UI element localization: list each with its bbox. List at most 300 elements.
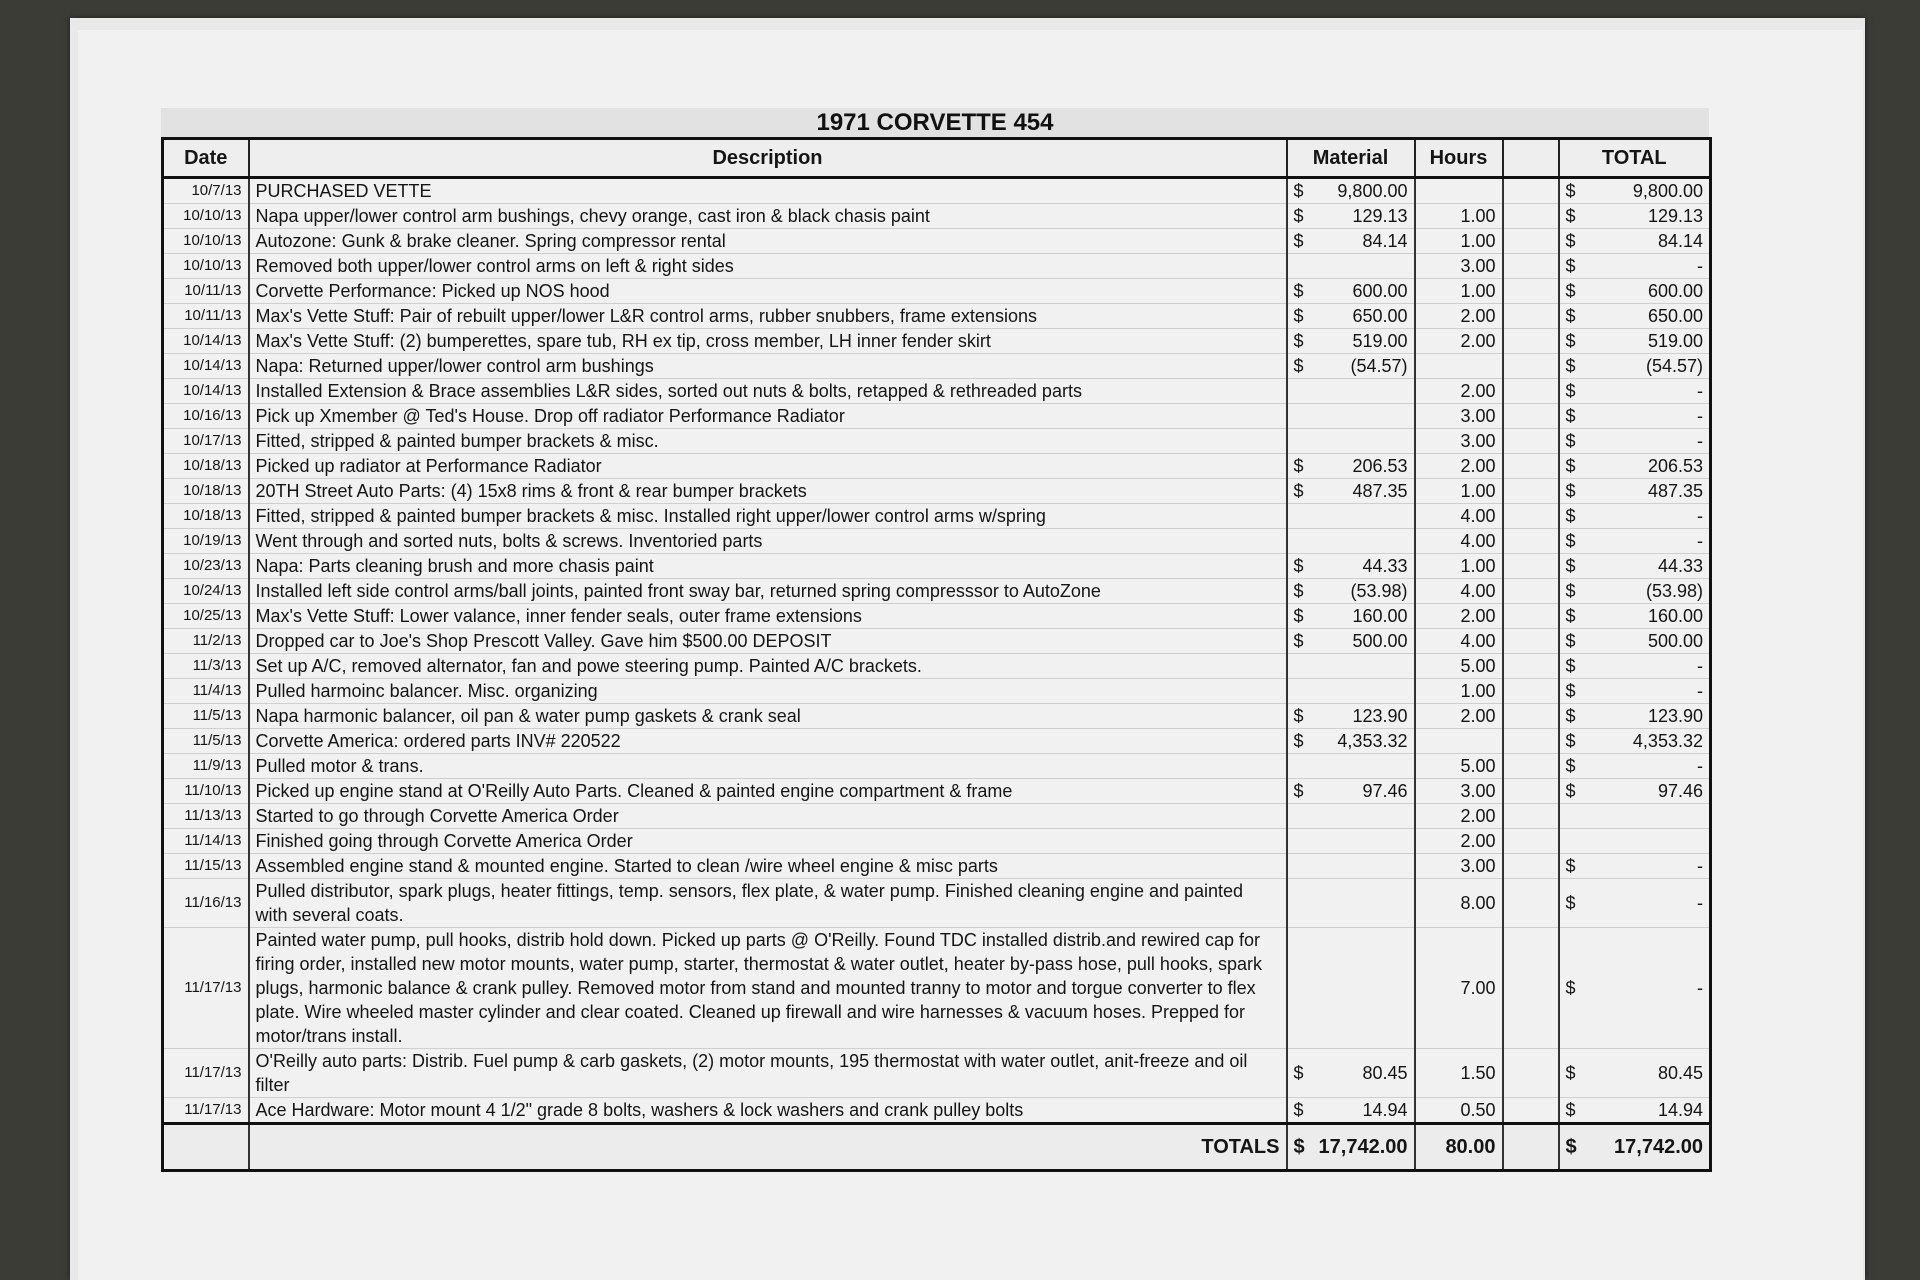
hours-cell: 3.00 bbox=[1415, 779, 1503, 804]
date-cell: 11/5/13 bbox=[163, 729, 249, 754]
total-value-cell: - bbox=[1581, 754, 1711, 779]
material-currency-cell bbox=[1287, 654, 1309, 679]
total-header: TOTAL bbox=[1559, 139, 1711, 178]
total-currency-cell: $ bbox=[1559, 178, 1581, 204]
table-row bbox=[163, 454, 1711, 479]
material-header: Material bbox=[1287, 139, 1415, 178]
blank-cell bbox=[1503, 379, 1559, 404]
blank-cell bbox=[1503, 754, 1559, 779]
table-row bbox=[163, 779, 1711, 804]
description-cell: Removed both upper/lower control arms on left & right sides bbox=[249, 254, 1287, 279]
date-cell: 11/4/13 bbox=[163, 679, 249, 704]
hours-cell: 4.00 bbox=[1415, 579, 1503, 604]
description-cell: Pulled distributor, spark plugs, heater fittings, temp. sensors, flex plate, & water pump. Finished cleaning engine and painted with several coats. bbox=[249, 879, 1287, 928]
date-cell: 10/25/13 bbox=[163, 604, 249, 629]
total-value-cell bbox=[1581, 829, 1711, 854]
table-row bbox=[163, 579, 1711, 604]
material-value-cell bbox=[1309, 529, 1415, 554]
date-cell: 11/9/13 bbox=[163, 754, 249, 779]
date-cell: 10/19/13 bbox=[163, 529, 249, 554]
total-currency-cell: $ bbox=[1559, 1049, 1581, 1098]
total-value-cell: - bbox=[1581, 654, 1711, 679]
material-currency-cell: $ bbox=[1287, 1098, 1309, 1124]
description-cell: Fitted, stripped & painted bumper brackets & misc. Installed right upper/lower control arms w/spring bbox=[249, 504, 1287, 529]
material-currency-cell: $ bbox=[1287, 629, 1309, 654]
blank-cell bbox=[1503, 354, 1559, 379]
description-cell: O'Reilly auto parts: Distrib. Fuel pump & carb gaskets, (2) motor mounts, 195 thermostat with water outlet, anit-freeze and oil filter bbox=[249, 1049, 1287, 1098]
date-cell: 10/7/13 bbox=[163, 178, 249, 204]
date-cell: 11/14/13 bbox=[163, 829, 249, 854]
hours-cell: 8.00 bbox=[1415, 879, 1503, 928]
material-currency-cell bbox=[1287, 804, 1309, 829]
date-cell: 11/16/13 bbox=[163, 879, 249, 928]
total-currency-cell: $ bbox=[1559, 529, 1581, 554]
total-value-cell: 84.14 bbox=[1581, 229, 1711, 254]
material-currency-cell bbox=[1287, 404, 1309, 429]
material-currency-cell: $ bbox=[1287, 579, 1309, 604]
blank-header bbox=[1503, 139, 1559, 178]
material-currency-cell bbox=[1287, 529, 1309, 554]
total-currency-cell: $ bbox=[1559, 554, 1581, 579]
date-cell: 10/24/13 bbox=[163, 579, 249, 604]
material-currency-cell: $ bbox=[1287, 779, 1309, 804]
table-row bbox=[163, 479, 1711, 504]
date-cell: 11/3/13 bbox=[163, 654, 249, 679]
date-cell: 10/16/13 bbox=[163, 404, 249, 429]
total-currency-cell: $ bbox=[1559, 928, 1581, 1049]
hours-cell: 3.00 bbox=[1415, 429, 1503, 454]
blank-cell bbox=[1503, 329, 1559, 354]
date-cell: 11/15/13 bbox=[163, 854, 249, 879]
description-cell: Set up A/C, removed alternator, fan and powe steering pump. Painted A/C brackets. bbox=[249, 654, 1287, 679]
hours-cell: 4.00 bbox=[1415, 504, 1503, 529]
total-currency-cell: $ bbox=[1559, 279, 1581, 304]
hours-cell: 1.00 bbox=[1415, 204, 1503, 229]
material-currency-cell bbox=[1287, 254, 1309, 279]
blank-cell bbox=[1503, 529, 1559, 554]
table-row bbox=[163, 329, 1711, 354]
total-currency-cell: $ bbox=[1559, 454, 1581, 479]
total-value-cell: 14.94 bbox=[1581, 1098, 1711, 1124]
material-currency-cell: $ bbox=[1287, 1049, 1309, 1098]
material-currency-cell: $ bbox=[1287, 304, 1309, 329]
date-cell: 10/18/13 bbox=[163, 454, 249, 479]
hours-cell bbox=[1415, 178, 1503, 204]
hours-cell: 3.00 bbox=[1415, 854, 1503, 879]
total-value-cell: 97.46 bbox=[1581, 779, 1711, 804]
description-cell: Installed left side control arms/ball joints, painted front sway bar, returned spring compresssor to AutoZone bbox=[249, 579, 1287, 604]
total-value-cell: 44.33 bbox=[1581, 554, 1711, 579]
totals-blank-cell bbox=[1503, 1124, 1559, 1171]
date-header: Date bbox=[163, 139, 249, 178]
total-value-cell: 4,353.32 bbox=[1581, 729, 1711, 754]
material-value-cell: 160.00 bbox=[1309, 604, 1415, 629]
hours-cell: 2.00 bbox=[1415, 304, 1503, 329]
total-currency-cell: $ bbox=[1559, 729, 1581, 754]
hours-cell: 2.00 bbox=[1415, 704, 1503, 729]
total-value-cell: 123.90 bbox=[1581, 704, 1711, 729]
date-cell: 11/5/13 bbox=[163, 704, 249, 729]
date-cell: 10/18/13 bbox=[163, 479, 249, 504]
hours-cell: 5.00 bbox=[1415, 754, 1503, 779]
material-value-cell bbox=[1309, 404, 1415, 429]
material-value-cell bbox=[1309, 504, 1415, 529]
material-value-cell: 123.90 bbox=[1309, 704, 1415, 729]
hours-cell: 3.00 bbox=[1415, 254, 1503, 279]
material-value-cell bbox=[1309, 754, 1415, 779]
material-value-cell: 206.53 bbox=[1309, 454, 1415, 479]
total-value-cell: - bbox=[1581, 254, 1711, 279]
blank-cell bbox=[1503, 729, 1559, 754]
date-cell: 10/17/13 bbox=[163, 429, 249, 454]
totals-date-cell bbox=[163, 1124, 249, 1171]
material-value-cell: 9,800.00 bbox=[1309, 178, 1415, 204]
material-currency-cell bbox=[1287, 854, 1309, 879]
material-value-cell bbox=[1309, 654, 1415, 679]
total-currency-cell: $ bbox=[1559, 754, 1581, 779]
table-row bbox=[163, 729, 1711, 754]
description-cell: Ace Hardware: Motor mount 4 1/2" grade 8 bolts, washers & lock washers and crank pulley bolts bbox=[249, 1098, 1287, 1124]
blank-cell bbox=[1503, 879, 1559, 928]
description-cell: 20TH Street Auto Parts: (4) 15x8 rims & front & rear bumper brackets bbox=[249, 479, 1287, 504]
total-currency-cell: $ bbox=[1559, 479, 1581, 504]
total-currency-cell bbox=[1559, 804, 1581, 829]
description-cell: Corvette Performance: Picked up NOS hood bbox=[249, 279, 1287, 304]
material-currency-cell bbox=[1287, 754, 1309, 779]
total-value-cell: 9,800.00 bbox=[1581, 178, 1711, 204]
total-currency-cell bbox=[1559, 829, 1581, 854]
hours-cell: 2.00 bbox=[1415, 454, 1503, 479]
date-cell: 11/17/13 bbox=[163, 1049, 249, 1098]
hours-cell: 3.00 bbox=[1415, 404, 1503, 429]
blank-cell bbox=[1503, 854, 1559, 879]
table-row bbox=[163, 1098, 1711, 1124]
description-cell: Painted water pump, pull hooks, distrib hold down. Picked up parts @ O'Reilly. Found TDC installed distrib.and rewired cap for firing order, installed new motor mounts, water pump, starter, thermostat & water outlet, heater by-pass hose, pull hooks, spark plugs, harmonic balance & crank pulley. Removed motor from stand and mounted tranny to motor and torgue converter to flex plate. Wire wheeled master cylinder and clear coated. Cleaned up firewall and wire harnesses & vacuum hoses. Prepped for motor/trans install. bbox=[249, 928, 1287, 1049]
blank-cell bbox=[1503, 204, 1559, 229]
material-value-cell: 519.00 bbox=[1309, 329, 1415, 354]
material-value-cell: 487.35 bbox=[1309, 479, 1415, 504]
material-currency-cell: $ bbox=[1287, 454, 1309, 479]
table-row bbox=[163, 629, 1711, 654]
material-value-cell bbox=[1309, 829, 1415, 854]
blank-cell bbox=[1503, 404, 1559, 429]
table-row bbox=[163, 604, 1711, 629]
blank-cell bbox=[1503, 579, 1559, 604]
material-currency-cell: $ bbox=[1287, 354, 1309, 379]
material-currency-cell: $ bbox=[1287, 279, 1309, 304]
material-currency-cell bbox=[1287, 379, 1309, 404]
table-row bbox=[163, 704, 1711, 729]
total-currency-cell: $ bbox=[1559, 629, 1581, 654]
table-row bbox=[163, 654, 1711, 679]
material-currency-cell bbox=[1287, 928, 1309, 1049]
material-currency-cell: $ bbox=[1287, 229, 1309, 254]
material-value-cell bbox=[1309, 379, 1415, 404]
table-row bbox=[163, 204, 1711, 229]
material-value-cell: 500.00 bbox=[1309, 629, 1415, 654]
total-value-cell: 500.00 bbox=[1581, 629, 1711, 654]
material-value-cell bbox=[1309, 254, 1415, 279]
table-row bbox=[163, 254, 1711, 279]
expense-ledger-table bbox=[161, 137, 1712, 1172]
material-value-cell bbox=[1309, 928, 1415, 1049]
total-currency-cell: $ bbox=[1559, 779, 1581, 804]
hours-cell bbox=[1415, 354, 1503, 379]
blank-cell bbox=[1503, 829, 1559, 854]
total-currency-cell: $ bbox=[1559, 854, 1581, 879]
table-row bbox=[163, 354, 1711, 379]
total-value-cell bbox=[1581, 804, 1711, 829]
description-cell: Pulled harmoinc balancer. Misc. organizing bbox=[249, 679, 1287, 704]
total-value-cell: 650.00 bbox=[1581, 304, 1711, 329]
blank-cell bbox=[1503, 654, 1559, 679]
material-value-cell bbox=[1309, 679, 1415, 704]
material-currency-cell bbox=[1287, 829, 1309, 854]
table-row bbox=[163, 178, 1711, 204]
hours-cell: 5.00 bbox=[1415, 654, 1503, 679]
blank-cell bbox=[1503, 704, 1559, 729]
total-currency-cell: $ bbox=[1559, 329, 1581, 354]
total-currency-cell: $ bbox=[1559, 354, 1581, 379]
total-value-cell: (54.57) bbox=[1581, 354, 1711, 379]
material-value-cell bbox=[1309, 854, 1415, 879]
total-value-cell: 160.00 bbox=[1581, 604, 1711, 629]
date-cell: 11/17/13 bbox=[163, 928, 249, 1049]
blank-cell bbox=[1503, 279, 1559, 304]
description-cell: Picked up engine stand at O'Reilly Auto Parts. Cleaned & painted engine compartment & frame bbox=[249, 779, 1287, 804]
hours-cell: 7.00 bbox=[1415, 928, 1503, 1049]
blank-cell bbox=[1503, 604, 1559, 629]
description-cell: Napa upper/lower control arm bushings, chevy orange, cast iron & black chasis paint bbox=[249, 204, 1287, 229]
blank-cell bbox=[1503, 229, 1559, 254]
description-cell: PURCHASED VETTE bbox=[249, 178, 1287, 204]
table-row bbox=[163, 854, 1711, 879]
table-row bbox=[163, 529, 1711, 554]
total-currency-cell: $ bbox=[1559, 579, 1581, 604]
table-row bbox=[163, 928, 1711, 1049]
description-cell: Picked up radiator at Performance Radiator bbox=[249, 454, 1287, 479]
material-currency-cell: $ bbox=[1287, 704, 1309, 729]
material-currency-cell: $ bbox=[1287, 604, 1309, 629]
hours-cell: 1.00 bbox=[1415, 479, 1503, 504]
totals-total-currency: $ bbox=[1559, 1124, 1581, 1171]
material-value-cell: (54.57) bbox=[1309, 354, 1415, 379]
hours-cell: 1.00 bbox=[1415, 229, 1503, 254]
table-row bbox=[163, 1049, 1711, 1098]
material-value-cell bbox=[1309, 879, 1415, 928]
total-currency-cell: $ bbox=[1559, 204, 1581, 229]
date-cell: 10/11/13 bbox=[163, 279, 249, 304]
hours-cell: 2.00 bbox=[1415, 604, 1503, 629]
description-cell: Max's Vette Stuff: (2) bumperettes, spare tub, RH ex tip, cross member, LH inner fender skirt bbox=[249, 329, 1287, 354]
description-cell: Started to go through Corvette America Order bbox=[249, 804, 1287, 829]
total-currency-cell: $ bbox=[1559, 379, 1581, 404]
description-cell: Autozone: Gunk & brake cleaner. Spring compressor rental bbox=[249, 229, 1287, 254]
hours-cell: 2.00 bbox=[1415, 379, 1503, 404]
hours-cell: 1.00 bbox=[1415, 279, 1503, 304]
totals-row bbox=[163, 1124, 1711, 1171]
total-value-cell: 519.00 bbox=[1581, 329, 1711, 354]
total-value-cell: 129.13 bbox=[1581, 204, 1711, 229]
total-currency-cell: $ bbox=[1559, 1098, 1581, 1124]
date-cell: 11/17/13 bbox=[163, 1098, 249, 1124]
description-cell: Max's Vette Stuff: Lower valance, inner fender seals, outer frame extensions bbox=[249, 604, 1287, 629]
material-value-cell: 80.45 bbox=[1309, 1049, 1415, 1098]
hours-cell: 2.00 bbox=[1415, 329, 1503, 354]
header-row bbox=[163, 139, 1711, 178]
hours-cell: 1.00 bbox=[1415, 554, 1503, 579]
material-currency-cell: $ bbox=[1287, 178, 1309, 204]
date-cell: 11/13/13 bbox=[163, 804, 249, 829]
description-cell: Max's Vette Stuff: Pair of rebuilt upper/lower L&R control arms, rubber snubbers, frame extensions bbox=[249, 304, 1287, 329]
hours-cell bbox=[1415, 729, 1503, 754]
total-value-cell: 206.53 bbox=[1581, 454, 1711, 479]
total-value-cell: - bbox=[1581, 928, 1711, 1049]
total-value-cell: 487.35 bbox=[1581, 479, 1711, 504]
total-currency-cell: $ bbox=[1559, 504, 1581, 529]
totals-material-value: 17,742.00 bbox=[1309, 1124, 1415, 1171]
total-value-cell: (53.98) bbox=[1581, 579, 1711, 604]
totals-label: TOTALS bbox=[249, 1124, 1287, 1171]
totals-material-currency: $ bbox=[1287, 1124, 1309, 1171]
table-row bbox=[163, 404, 1711, 429]
material-currency-cell bbox=[1287, 679, 1309, 704]
date-cell: 10/18/13 bbox=[163, 504, 249, 529]
date-cell: 10/14/13 bbox=[163, 329, 249, 354]
material-value-cell: 84.14 bbox=[1309, 229, 1415, 254]
date-cell: 10/14/13 bbox=[163, 354, 249, 379]
blank-cell bbox=[1503, 429, 1559, 454]
blank-cell bbox=[1503, 629, 1559, 654]
description-cell: Installed Extension & Brace assemblies L&R sides, sorted out nuts & bolts, retapped & rethreaded parts bbox=[249, 379, 1287, 404]
material-currency-cell bbox=[1287, 879, 1309, 928]
description-cell: Corvette America: ordered parts INV# 220522 bbox=[249, 729, 1287, 754]
total-value-cell: - bbox=[1581, 504, 1711, 529]
material-value-cell: (53.98) bbox=[1309, 579, 1415, 604]
material-currency-cell bbox=[1287, 429, 1309, 454]
total-value-cell: - bbox=[1581, 854, 1711, 879]
blank-cell bbox=[1503, 454, 1559, 479]
blank-cell bbox=[1503, 304, 1559, 329]
description-cell: Dropped car to Joe's Shop Prescott Valley. Gave him $500.00 DEPOSIT bbox=[249, 629, 1287, 654]
description-cell: Went through and sorted nuts, bolts & screws. Inventoried parts bbox=[249, 529, 1287, 554]
description-cell: Pick up Xmember @ Ted's House. Drop off radiator Performance Radiator bbox=[249, 404, 1287, 429]
date-cell: 10/10/13 bbox=[163, 229, 249, 254]
blank-cell bbox=[1503, 679, 1559, 704]
table-row bbox=[163, 829, 1711, 854]
total-currency-cell: $ bbox=[1559, 879, 1581, 928]
material-value-cell: 97.46 bbox=[1309, 779, 1415, 804]
hours-cell: 2.00 bbox=[1415, 804, 1503, 829]
description-cell: Napa: Parts cleaning brush and more chasis paint bbox=[249, 554, 1287, 579]
hours-cell: 0.50 bbox=[1415, 1098, 1503, 1124]
table-row bbox=[163, 229, 1711, 254]
description-cell: Napa harmonic balancer, oil pan & water pump gaskets & crank seal bbox=[249, 704, 1287, 729]
totals-hours-value: 80.00 bbox=[1415, 1124, 1503, 1171]
hours-cell: 4.00 bbox=[1415, 629, 1503, 654]
hours-header: Hours bbox=[1415, 139, 1503, 178]
total-currency-cell: $ bbox=[1559, 429, 1581, 454]
total-value-cell: 600.00 bbox=[1581, 279, 1711, 304]
material-value-cell: 129.13 bbox=[1309, 204, 1415, 229]
hours-cell: 1.00 bbox=[1415, 679, 1503, 704]
material-currency-cell: $ bbox=[1287, 479, 1309, 504]
total-currency-cell: $ bbox=[1559, 679, 1581, 704]
date-cell: 10/11/13 bbox=[163, 304, 249, 329]
hours-cell: 4.00 bbox=[1415, 529, 1503, 554]
table-row bbox=[163, 804, 1711, 829]
table-row bbox=[163, 279, 1711, 304]
material-currency-cell: $ bbox=[1287, 554, 1309, 579]
material-currency-cell bbox=[1287, 504, 1309, 529]
date-cell: 11/10/13 bbox=[163, 779, 249, 804]
table-row bbox=[163, 879, 1711, 928]
table-row bbox=[163, 379, 1711, 404]
date-cell: 11/2/13 bbox=[163, 629, 249, 654]
total-currency-cell: $ bbox=[1559, 704, 1581, 729]
description-cell: Napa: Returned upper/lower control arm bushings bbox=[249, 354, 1287, 379]
material-value-cell: 650.00 bbox=[1309, 304, 1415, 329]
material-currency-cell: $ bbox=[1287, 204, 1309, 229]
total-value-cell: - bbox=[1581, 679, 1711, 704]
table-row bbox=[163, 429, 1711, 454]
blank-cell bbox=[1503, 1098, 1559, 1124]
total-currency-cell: $ bbox=[1559, 654, 1581, 679]
blank-cell bbox=[1503, 779, 1559, 804]
blank-cell bbox=[1503, 928, 1559, 1049]
date-cell: 10/10/13 bbox=[163, 254, 249, 279]
total-currency-cell: $ bbox=[1559, 254, 1581, 279]
blank-cell bbox=[1503, 804, 1559, 829]
total-value-cell: 80.45 bbox=[1581, 1049, 1711, 1098]
date-cell: 10/23/13 bbox=[163, 554, 249, 579]
table-row bbox=[163, 754, 1711, 779]
material-value-cell: 4,353.32 bbox=[1309, 729, 1415, 754]
document-title: 1971 CORVETTE 454 bbox=[161, 108, 1709, 138]
blank-cell bbox=[1503, 504, 1559, 529]
table-row bbox=[163, 554, 1711, 579]
description-cell: Assembled engine stand & mounted engine. Started to clean /wire wheel engine & misc parts bbox=[249, 854, 1287, 879]
hours-cell: 1.50 bbox=[1415, 1049, 1503, 1098]
material-currency-cell: $ bbox=[1287, 329, 1309, 354]
description-cell: Fitted, stripped & painted bumper brackets & misc. bbox=[249, 429, 1287, 454]
total-value-cell: - bbox=[1581, 404, 1711, 429]
blank-cell bbox=[1503, 479, 1559, 504]
total-currency-cell: $ bbox=[1559, 304, 1581, 329]
total-value-cell: - bbox=[1581, 879, 1711, 928]
description-cell: Finished going through Corvette America Order bbox=[249, 829, 1287, 854]
date-cell: 10/10/13 bbox=[163, 204, 249, 229]
material-value-cell bbox=[1309, 804, 1415, 829]
hours-cell: 2.00 bbox=[1415, 829, 1503, 854]
description-cell: Pulled motor & trans. bbox=[249, 754, 1287, 779]
table-row bbox=[163, 304, 1711, 329]
material-value-cell: 44.33 bbox=[1309, 554, 1415, 579]
total-currency-cell: $ bbox=[1559, 604, 1581, 629]
blank-cell bbox=[1503, 178, 1559, 204]
total-value-cell: - bbox=[1581, 429, 1711, 454]
total-currency-cell: $ bbox=[1559, 229, 1581, 254]
blank-cell bbox=[1503, 1049, 1559, 1098]
totals-total-value: 17,742.00 bbox=[1581, 1124, 1711, 1171]
total-currency-cell: $ bbox=[1559, 404, 1581, 429]
blank-cell bbox=[1503, 554, 1559, 579]
description-header: Description bbox=[249, 139, 1287, 178]
total-value-cell: - bbox=[1581, 529, 1711, 554]
material-value-cell: 14.94 bbox=[1309, 1098, 1415, 1124]
material-value-cell: 600.00 bbox=[1309, 279, 1415, 304]
date-cell: 10/14/13 bbox=[163, 379, 249, 404]
